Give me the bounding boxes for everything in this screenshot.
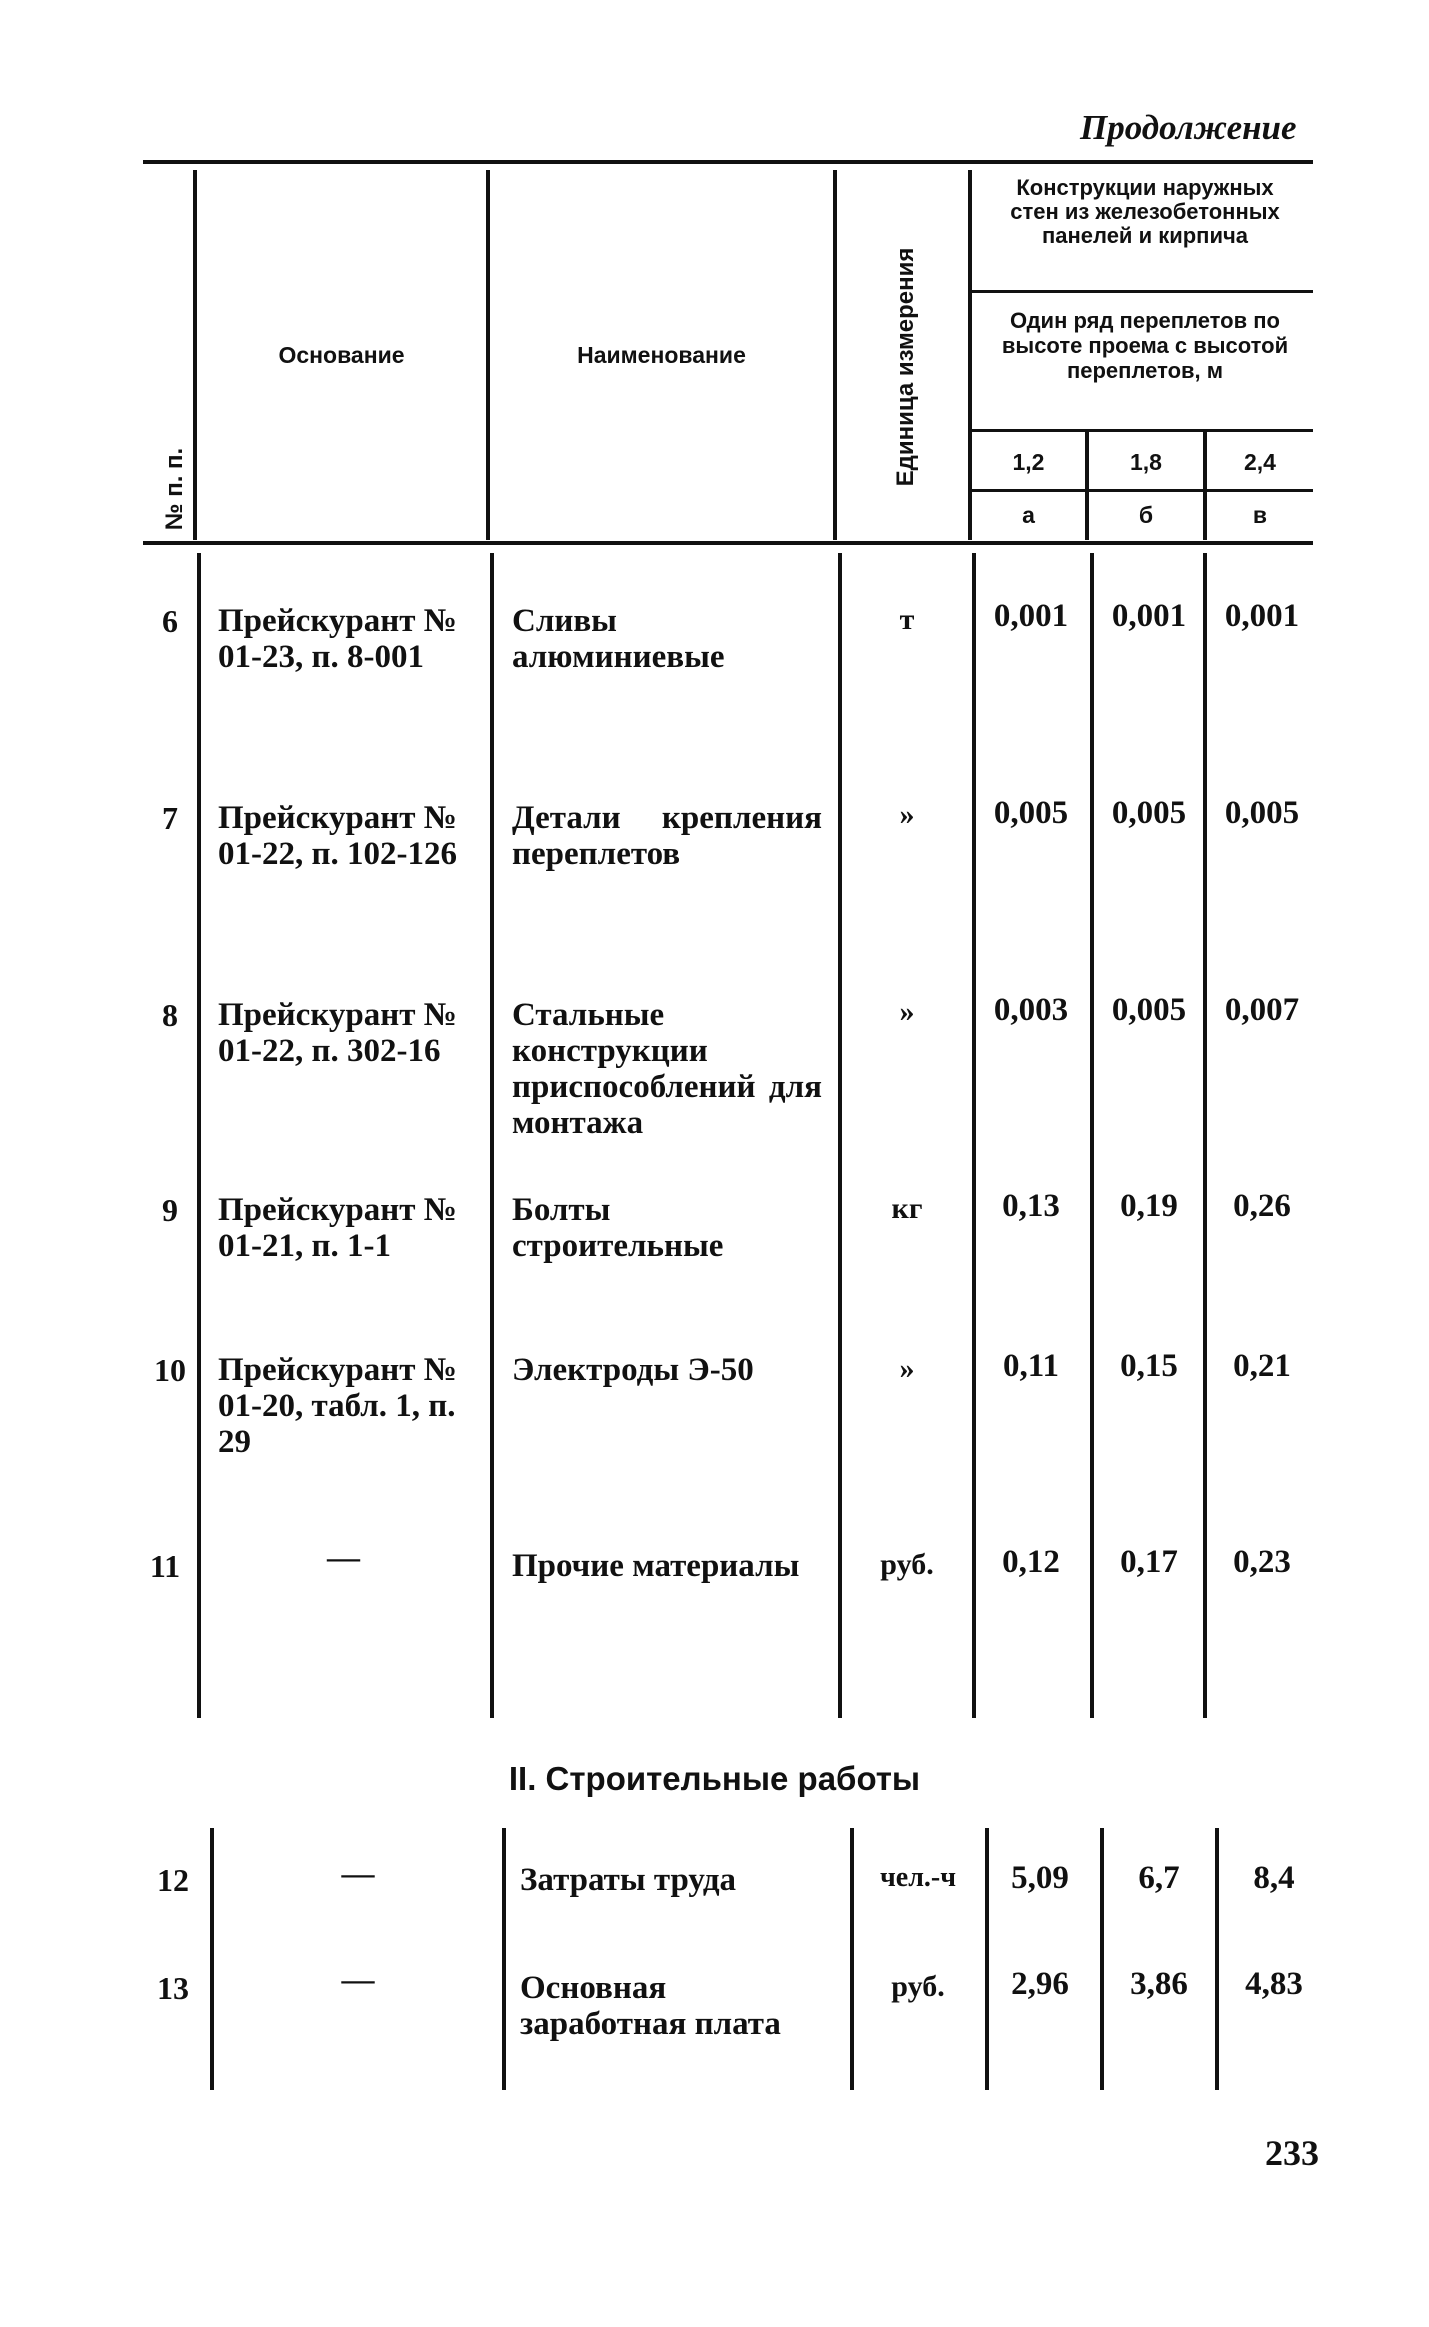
row-unit: » bbox=[899, 995, 915, 1028]
header-height-b: 1,8 bbox=[1130, 449, 1162, 475]
header-subgroup: Один ряд переплетов по высоте проема с высотой переплетов, м bbox=[1001, 308, 1289, 383]
row-name: Стальные конструкции приспособлений для монтажа bbox=[512, 997, 822, 1141]
row-unit: руб. bbox=[880, 1548, 934, 1581]
row-name: Электроды Э-50 bbox=[512, 1352, 754, 1388]
header-height-a: 1,2 bbox=[1012, 449, 1045, 475]
row-value-b: 6,7 bbox=[1138, 1860, 1180, 1896]
row-unit: чел.-ч bbox=[879, 1862, 957, 1893]
row-number: 12 bbox=[157, 1862, 189, 1898]
header-letter-a: а bbox=[1022, 502, 1035, 528]
row-unit: т bbox=[899, 603, 915, 636]
heights-rule bbox=[972, 489, 1313, 492]
row-value-c: 0,21 bbox=[1233, 1348, 1291, 1384]
row-value-c: 8,4 bbox=[1253, 1860, 1295, 1896]
header-vline-4 bbox=[968, 170, 972, 540]
subgroup-rule bbox=[972, 429, 1313, 432]
row-value-b: 3,86 bbox=[1130, 1966, 1188, 2002]
row-value-b: 0,15 bbox=[1120, 1348, 1178, 1384]
body-vline-3 bbox=[838, 553, 842, 1718]
header-col-name: Наименование bbox=[577, 342, 746, 368]
row-name: Детали крепления переплетов bbox=[512, 800, 822, 872]
row-value-b: 0,005 bbox=[1111, 992, 1187, 1028]
row-number: 11 bbox=[149, 1548, 181, 1584]
page-number: 233 bbox=[1265, 2133, 1319, 2173]
row-value-c: 0,005 bbox=[1224, 795, 1300, 831]
row-unit: руб. bbox=[891, 1970, 945, 2003]
row-name: Прочие материалы bbox=[512, 1548, 800, 1584]
header-group: Конструкции наружных стен из железобетонных панелей и кирпича bbox=[1010, 175, 1280, 248]
row-basis: — bbox=[327, 1540, 360, 1576]
row-value-a: 2,96 bbox=[1011, 1966, 1069, 2002]
row-number: 13 bbox=[157, 1970, 189, 2006]
row-basis: Прейскурант № 01-20, табл. 1, п. 29 bbox=[218, 1352, 457, 1460]
row-unit: » bbox=[899, 798, 915, 831]
row-value-a: 0,003 bbox=[993, 992, 1069, 1028]
row-basis: Прейскурант № 01-21, п. 1-1 bbox=[218, 1192, 457, 1264]
row-value-a: 0,001 bbox=[993, 598, 1069, 634]
header-height-c: 2,4 bbox=[1244, 449, 1276, 475]
row-name: Затраты труда bbox=[520, 1862, 737, 1898]
row-basis: Прейскурант № 01-23, п. 8-001 bbox=[218, 603, 457, 675]
header-bottom-rule bbox=[143, 541, 1313, 545]
header-col-unit: Единица измерения bbox=[892, 247, 919, 487]
row-number: 6 bbox=[162, 603, 178, 639]
section-title: II. Строительные работы bbox=[508, 1760, 921, 1797]
header-top-rule bbox=[143, 160, 1313, 164]
row-number: 7 bbox=[162, 800, 178, 836]
continuation-label: Продолжение bbox=[1080, 108, 1297, 147]
header-letter-b: б bbox=[1138, 502, 1154, 528]
body-vline-2 bbox=[490, 553, 494, 1718]
header-vline-3 bbox=[833, 170, 837, 540]
row-value-c: 4,83 bbox=[1245, 1966, 1303, 2002]
row-value-a: 0,12 bbox=[1002, 1544, 1060, 1580]
row-value-b: 0,005 bbox=[1111, 795, 1187, 831]
row-name: Сливы алюминиевые bbox=[512, 603, 725, 675]
header-col-no: № п. п. bbox=[161, 447, 188, 531]
row-basis: — bbox=[341, 1962, 375, 1998]
row-value-b: 0,17 bbox=[1120, 1544, 1178, 1580]
row-value-a: 0,11 bbox=[1003, 1348, 1059, 1384]
row-basis: Прейскурант № 01-22, п. 302-16 bbox=[218, 997, 457, 1069]
row-value-b: 0,19 bbox=[1120, 1188, 1178, 1224]
row-value-c: 0,001 bbox=[1224, 598, 1300, 634]
row-basis: — bbox=[341, 1856, 375, 1892]
row-value-a: 0,005 bbox=[993, 795, 1069, 831]
row-number: 9 bbox=[162, 1192, 178, 1228]
row-value-c: 0,007 bbox=[1224, 992, 1300, 1028]
row-name: Основная заработная плата bbox=[520, 1970, 781, 2042]
row-basis: Прейскурант № 01-22, п. 102-126 bbox=[218, 800, 457, 872]
header-letter-c: в bbox=[1252, 502, 1268, 528]
row-unit: » bbox=[899, 1352, 915, 1385]
work-vline-2 bbox=[502, 1828, 506, 2090]
row-number: 10 bbox=[154, 1352, 186, 1388]
header-col-basis: Основание bbox=[278, 342, 405, 368]
row-value-a: 0,13 bbox=[1002, 1188, 1060, 1224]
row-unit: кг bbox=[891, 1192, 923, 1225]
row-value-c: 0,26 bbox=[1233, 1188, 1291, 1224]
row-name: Болты строительные bbox=[512, 1192, 724, 1264]
group-rule bbox=[972, 290, 1313, 293]
row-value-b: 0,001 bbox=[1111, 598, 1187, 634]
row-value-a: 5,09 bbox=[1011, 1860, 1069, 1896]
row-number: 8 bbox=[162, 997, 178, 1033]
row-value-c: 0,23 bbox=[1233, 1544, 1291, 1580]
